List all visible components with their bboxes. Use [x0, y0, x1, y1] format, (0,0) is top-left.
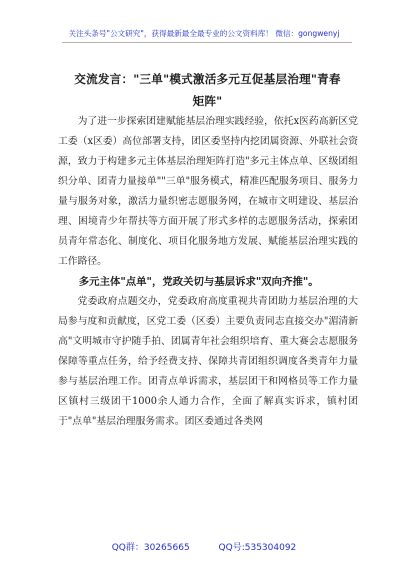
- footer-qq-group: QQ群：30265665: [111, 543, 190, 553]
- paragraph-intro: 为了进一步探索团建赋能基层治理实践经验，依托x医药高新区党工委（x区委）高位部署支持，团区委坚持内挖团属资源、外联社会资源，致力于构建多元主体基层治理矩阵打造"多元主体点单、区级团组织分单、团青力量接单""三单"服务模式，精准匹配服务项目、服务力量与服务对象，激活力量织密志愿服务网，在城市文明建设、基层治理、困境青少年帮扶等方面开展了形式多样的志愿服务活动，探索团员青年常态化、制度化、项目化服务地方发展、赋能基层治理实践的工作路径。: [58, 116, 358, 267]
- header-banner: 关注头条号"公文研究"，获得最新最全最专业的公文资料库！ 微信：gongwenyj: [68, 29, 340, 38]
- document-title: 交流发言："三单"模式激活多元互促基层治理"青春矩阵": [74, 72, 341, 108]
- header-divider: [62, 42, 352, 43]
- document-body: [58, 112, 358, 432]
- footer-qq-number: QQ号:535304092: [218, 543, 297, 553]
- section-heading: 多元主体"点单"，党政关切与基层诉求"双向齐推"。: [78, 276, 319, 288]
- footer-contacts: [0, 540, 408, 553]
- paragraph-section: 党委政府点题交办，党委政府高度重视共青团助力基层治理的大局参与度和贡献度，区党工委（区委）主要负责同志直接交办"湄清新高"文明城市守护随手拍、团属青年社会组织培育、重大赛会志愿服务保障等重点任务，给予经费支持、保障共青团组织调度各类青年力量参与基层治理工作。团青点单诉需求，基层团干和网格员等工作力量区镇村三级团干1000余人通力合作，全面了解真实诉求，镇村团于"点单"基层治理服务需求。团区委通过各类网: [58, 296, 358, 427]
